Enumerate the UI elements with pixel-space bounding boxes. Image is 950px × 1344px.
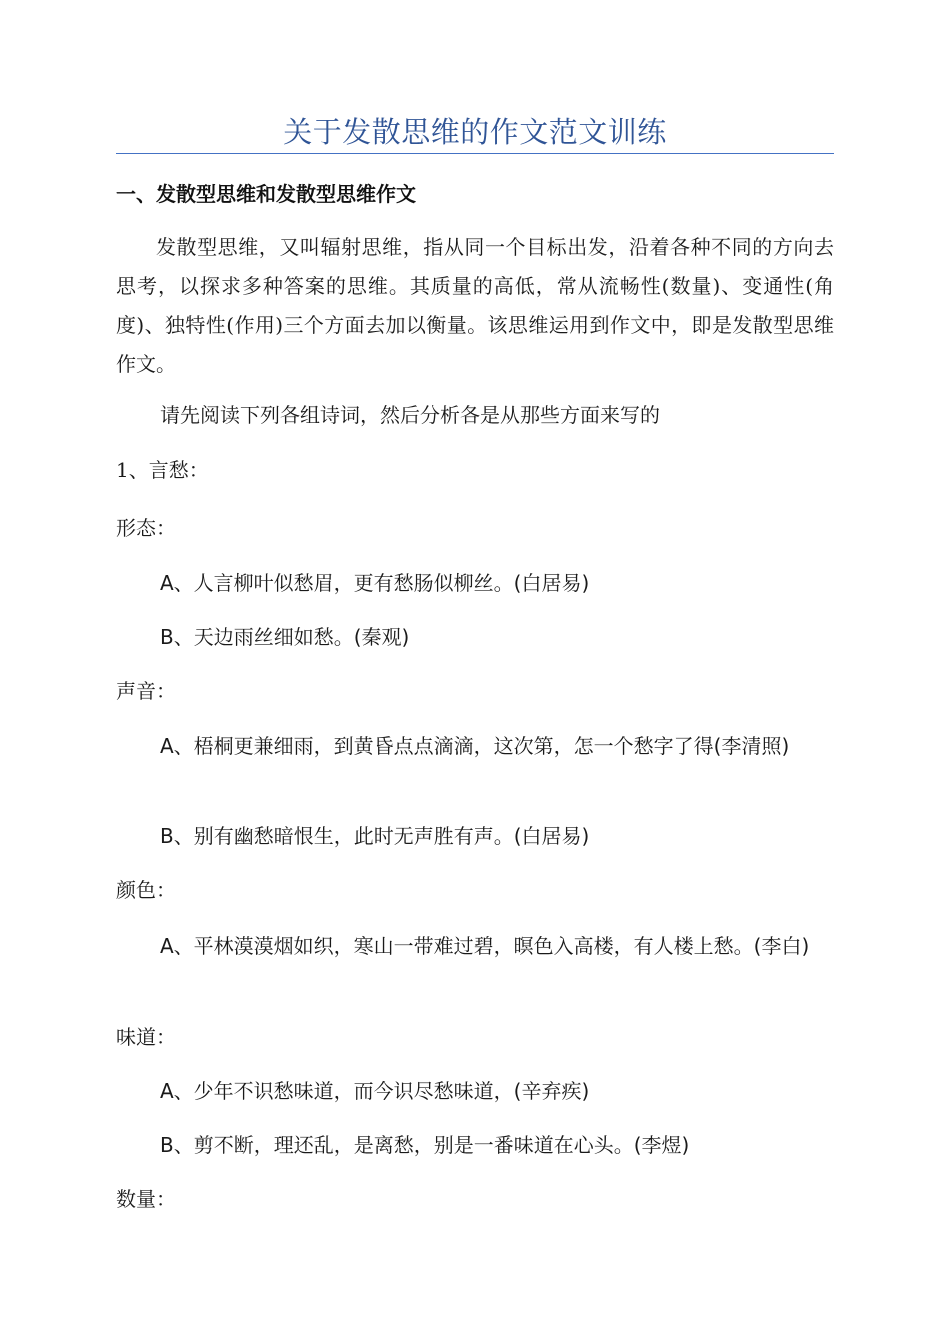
instruction-text: 请先阅读下列各组诗词，然后分析各是从那些方面来写的	[160, 403, 660, 427]
label-color: 颜色：	[116, 878, 176, 902]
document-title: 关于发散思维的作文范文训练	[283, 115, 667, 149]
form-example-b: B、天边雨丝细如愁。(秦观)	[160, 625, 410, 649]
taste-example-a: A、少年不识愁味道，而今识尽愁味道，(辛弃疾)	[160, 1079, 590, 1103]
intro-paragraph: 发散型思维，又叫辐射思维，指从同一个目标出发，沿着各种不同的方向去思考，以探求多种答案的思维。其质量的高低，常从流畅性(数量)、变通性(角度)、独特性(作用)三个方面去加以衡量。该思维运用到作文中，即是发散型思维作文。	[116, 235, 834, 376]
taste-example-b: B、剪不断，理还乱，是离愁，别是一番味道在心头。(李煜)	[160, 1133, 690, 1157]
section-heading: 一、发散型思维和发散型思维作文	[116, 182, 416, 206]
form-example-a: A、人言柳叶似愁眉，更有愁肠似柳丝。(白居易)	[160, 571, 590, 595]
sound-example-a: A、梧桐更兼细雨，到黄昏点点滴滴，这次第，怎一个愁字了得(李清照)	[160, 734, 790, 758]
color-example-a: A、平林漠漠烟如织，寒山一带难过碧，暝色入高楼，有人楼上愁。(李白)	[160, 934, 810, 958]
title-underline	[116, 153, 834, 154]
label-form: 形态：	[116, 516, 176, 540]
sound-example-b: B、别有幽愁暗恨生，此时无声胜有声。(白居易)	[160, 824, 590, 848]
label-taste: 味道：	[116, 1025, 176, 1049]
item-1-heading: 1、言愁：	[116, 458, 209, 482]
label-sound: 声音：	[116, 679, 176, 703]
label-quantity: 数量：	[116, 1187, 176, 1211]
